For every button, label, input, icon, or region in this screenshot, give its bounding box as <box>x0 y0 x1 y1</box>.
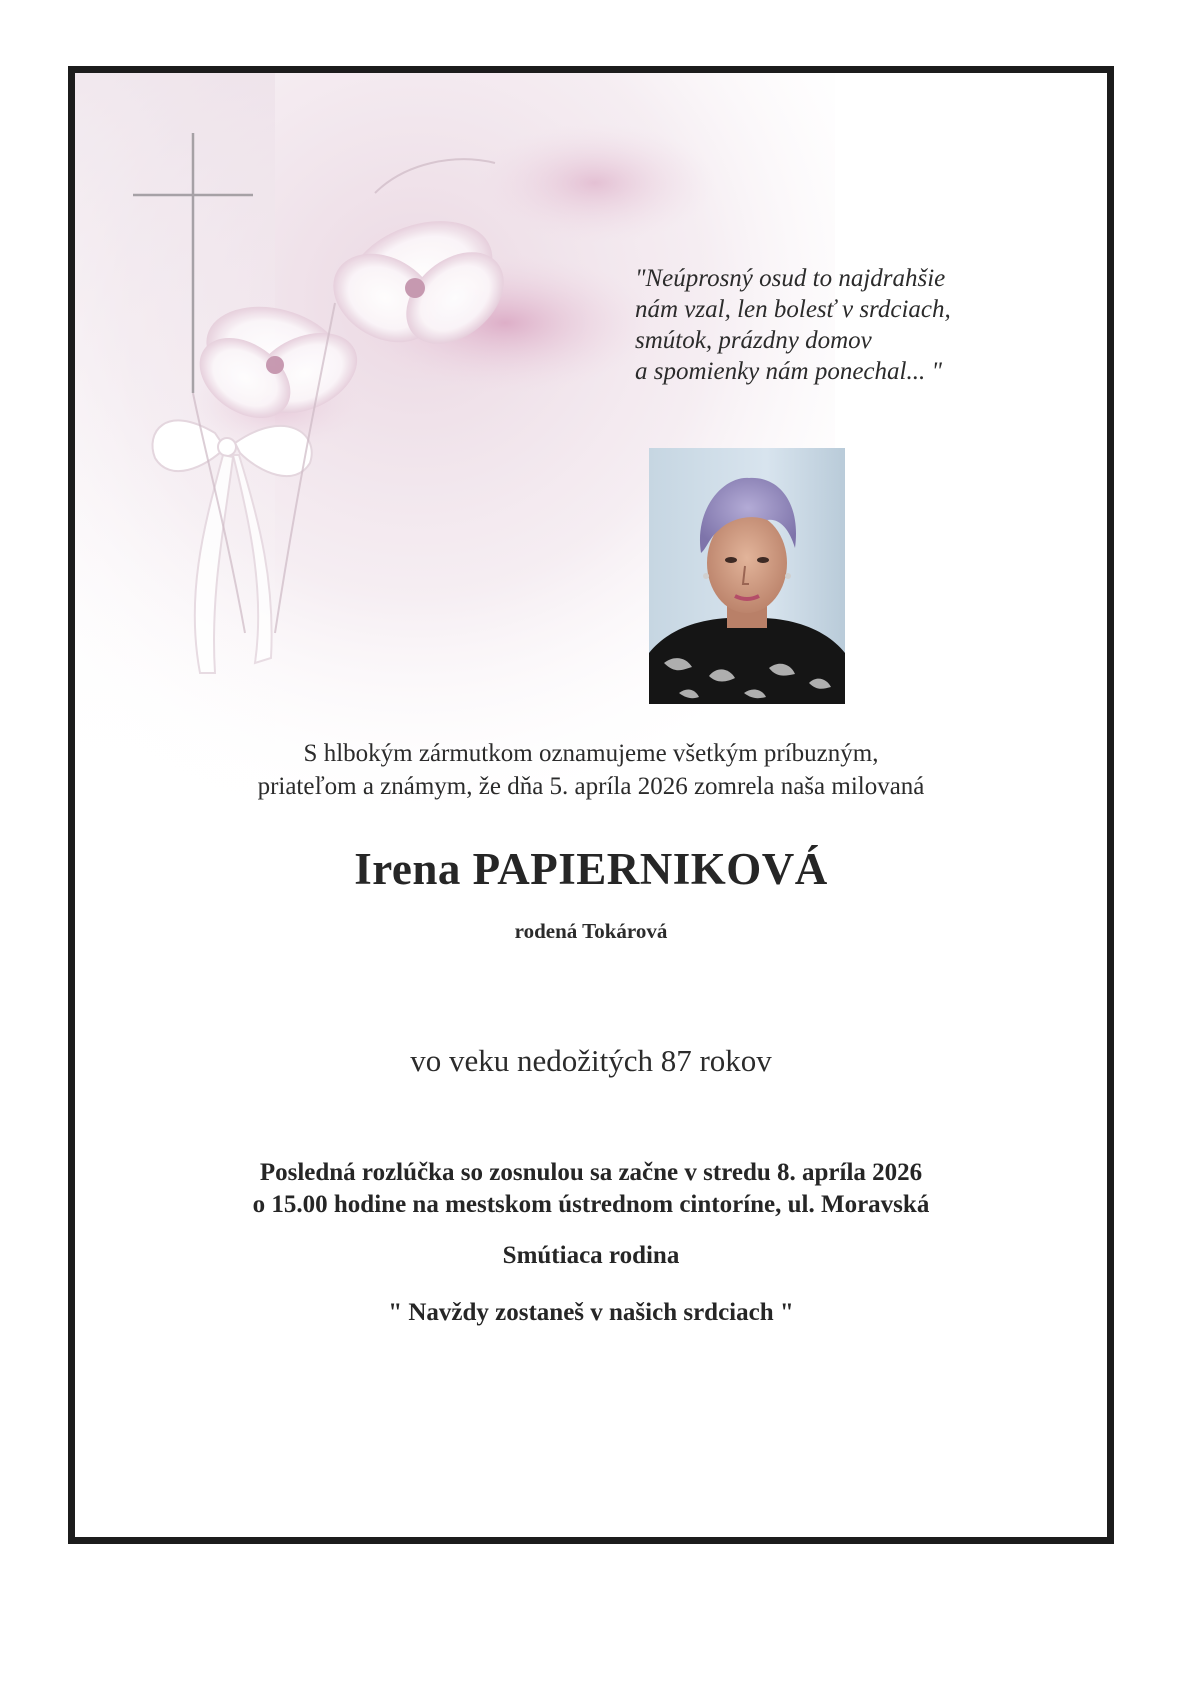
age-text: vo veku nedožitých 87 rokov <box>410 1043 772 1078</box>
quote-line: a spomienky nám ponechal... " <box>635 358 942 385</box>
quote-line: nám vzal, len bolesť v srdciach, <box>635 296 951 323</box>
deceased-name: Irena PAPIERNIKOVÁ <box>354 844 828 894</box>
maiden-name: rodená Tokárová <box>514 919 668 943</box>
funeral-line: o 15.00 hodine na mestskom ústrednom cintoríne, ul. Moravská <box>252 1191 930 1218</box>
obituary-frame <box>68 66 1114 1544</box>
quote-line: "Neúprosný osud to najdrahšie <box>635 265 946 292</box>
portrait-photo <box>649 448 845 704</box>
memorial-motto: " Navždy zostaneš v našich srdciach " <box>388 1299 794 1326</box>
funeral-details <box>75 1157 1107 1221</box>
family-signature: Smútiaca rodina <box>502 1242 680 1269</box>
announcement-line: priateľom a známym, že dňa 5. apríla 2026 zomrela naša milovaná <box>257 773 925 800</box>
announcement-text <box>75 737 1107 803</box>
memorial-quote <box>635 263 1065 387</box>
funeral-line: Posledná rozlúčka so zosnulou sa začne v stredu 8. apríla 2026 <box>259 1159 923 1186</box>
quote-line: smútok, prázdny domov <box>635 327 872 354</box>
announcement-line: S hlbokým zármutkom oznamujeme všetkým príbuzným, <box>303 740 879 767</box>
